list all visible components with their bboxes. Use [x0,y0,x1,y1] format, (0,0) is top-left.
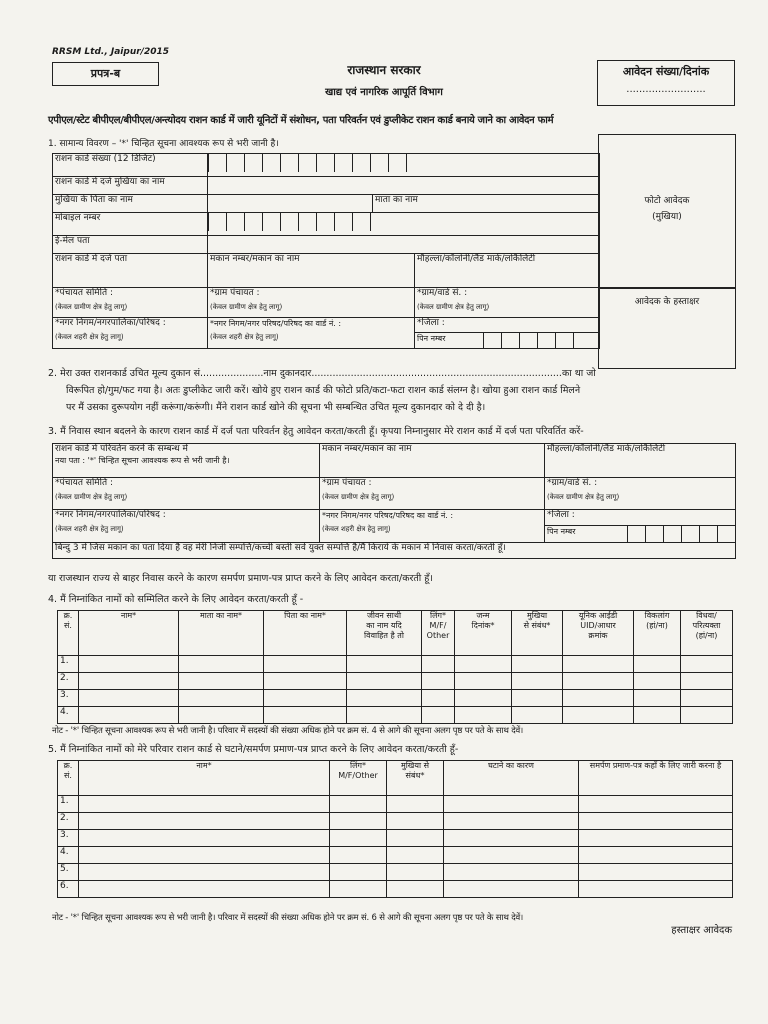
section4-heading: 4. मैं निम्नांकित नामों को सम्मिलित करने के लिए आवेदन करता/करती हूँ - [48,594,304,605]
row-number: 3. [58,690,79,707]
district-pin-field[interactable] [415,318,600,349]
section3-table [52,443,736,559]
s4-col-gender: लिंग* M/F/ Other [422,611,455,656]
label-house: मकान नम्बर/मकान का नाम [210,254,300,264]
s4-col-uid: यूनिक आईडी UID/आधार क्रमांक [563,611,634,656]
form-number-box: प्रपत्र-ब [52,62,159,86]
application-number-label: आवेदन संख्या/दिनांक [622,65,710,78]
s4-col-relation: मुखिया से संबंध* [512,611,563,656]
father-name-field[interactable] [208,195,373,213]
section5-note: नोट - '*' चिन्हित सूचना आवश्यक रूप से भरी जानी है। परिवार में सदस्यों की संख्या अधिक होने पर क्रम सं. 6 से आगे की सूचना अलग पृष्ठ पर पते के साथ देवें। [52,913,524,923]
label-pin: पिन नम्बर [417,334,446,343]
new-district-pin-field[interactable] [545,510,736,543]
photo-sublabel: (मुखिया) [652,212,682,222]
label-new-gram-panchayat: *ग्राम पंचायत : [322,478,372,488]
row-number: 2. [58,673,79,690]
head-name-field[interactable] [208,177,600,195]
row-number: 1. [58,656,79,673]
table-row[interactable] [58,881,733,898]
label-municipal-ward: *नगर निगम/नगर परिषद/परिषद का वार्ड नं. : [210,319,342,328]
new-village-ward-field[interactable] [545,478,736,510]
table-row[interactable] [58,656,733,673]
row-number: 4. [58,847,79,864]
property-status-field[interactable]: बिन्दु 3 में जिस मकान का पता दिया है वह मेरी निजी सम्पत्ति/कच्ची बस्ती सर्वे युक्त सम्पत्ति है/मैं किराये के मकान में निवास करता/करती हूँ। [53,543,736,559]
urban-note: (केवल शहरी क्षेत्र हेतु लागू) [55,525,124,533]
table-row[interactable] [58,707,733,724]
rural-note: (केवल ग्रामीण क्षेत्र हेतु लागू) [322,493,395,501]
photo-box[interactable] [598,134,736,289]
new-municipal-field[interactable] [53,510,320,543]
house-field[interactable] [208,254,415,288]
label-village-ward: *ग्राम/वार्ड सं. : [417,288,468,298]
table-row[interactable] [58,796,733,813]
row-number: 6. [58,881,79,898]
row-number: 3. [58,830,79,847]
label-new-municipal-ward: *नगर निगम/नगर परिषद/परिषद का वार्ड नं. : [322,511,454,520]
s4-col-sno: क्र. सं. [58,611,79,656]
label-new-pin: पिन नम्बर [547,527,576,536]
urban-note: (केवल शहरी क्षेत्र हेतु लागू) [322,525,391,533]
rural-note: (केवल ग्रामीण क्षेत्र हेतु लागू) [547,493,620,501]
gram-panchayat-field[interactable] [208,288,415,318]
label-gram-panchayat: *ग्राम पंचायत : [210,288,260,298]
s4-col-dob: जन्म दिनांक* [455,611,512,656]
label-new-municipal: *नगर निगम/नगरपालिका/परिषद : [55,510,166,520]
dept-title: खाद्य एवं नागरिक आपूर्ति विभाग [325,87,443,98]
label-mobile: मोबाइल नम्बर [53,213,208,236]
label-father-name: मुखिया के पिता का नाम [53,195,208,213]
card-number-digits[interactable] [208,154,600,177]
label-new-address-2: नया पता : '*' चिन्हित सूचना आवश्यक रूप से भरी जानी है। [55,456,230,465]
new-address-label-cell [53,444,320,478]
label-locality: मौहल्ला/कॉलोनी/लैंड मार्क/लोकैलिटी [417,254,536,264]
new-locality-field[interactable] [545,444,736,478]
table-row[interactable] [58,830,733,847]
label-panchayat-samiti: *पंचायत समिति : [55,288,114,298]
table-row[interactable] [58,847,733,864]
section2-line1: 2. मेरा उक्त राशनकार्ड उचित मूल्य दुकान सं.....................नाम दुकानदार...................................................................................का था जो [48,368,596,379]
section2-line3: पर मैं उसका दुरूपयोग नहीं करूंगा/करूंगी। मैंने राशन कार्ड खोने की सूचना भी सम्बन्धित उचित मूल्य दुकानदार को दे दी है। [66,402,486,413]
s5-col-certificate: समर्पण प्रमाण-पत्र कहाँ के लिए जारी करना है [579,761,733,796]
s5-col-relation: मुखिया से संबंध* [387,761,444,796]
table-row[interactable] [58,690,733,707]
label-new-district: *जिला : [545,510,735,526]
application-number-dots: ......................... [626,84,706,95]
s4-col-widow: विधवा/ परित्यक्ता (हां/ना) [681,611,733,656]
section4-note: नोट - '*' चिन्हित सूचना आवश्यक रूप से भरी जानी है। परिवार में सदस्यों की संख्या अधिक होने पर क्रम सं. 4 से आगे की सूचना अलग पृष्ठ पर पते के साथ देवें। [52,726,524,736]
municipal-ward-field[interactable] [208,318,415,349]
municipal-field[interactable] [53,318,208,349]
label-municipal: *नगर निगम/नगरपालिका/परिषद : [55,318,166,328]
s4-col-name: नाम* [79,611,179,656]
s4-col-spouse: जीवन साथी का नाम यदि विवाहित है तो [347,611,422,656]
email-field[interactable] [208,236,600,254]
label-new-locality: मौहल्ला/कॉलोनी/लैंड मार्क/लोकैलिटी [547,444,666,454]
rural-note: (केवल ग्रामीण क्षेत्र हेतु लागू) [55,493,128,501]
label-new-house: मकान नम्बर/मकान का नाम [322,444,412,454]
applicant-signature-label: आवेदक के हस्ताक्षर [634,297,700,307]
s5-col-name: नाम* [79,761,330,796]
row-number: 2. [58,813,79,830]
s5-col-sno: क्र. सं. [58,761,79,796]
label-mother-name[interactable]: माता का नाम [373,195,600,213]
label-card-number: राशन कार्ड संख्या (12 डिजिट) [53,154,208,177]
applicant-signature-box[interactable] [598,287,736,369]
footer-signature-label: हस्ताक्षर आवेदक [671,925,732,936]
label-head-name: राशन कार्ड में दर्ज मुखिया का नाम [53,177,208,195]
table-row[interactable] [58,673,733,690]
s4-col-disabled: विकलांग (हां/ना) [634,611,681,656]
label-new-village-ward: *ग्राम/वार्ड सं. : [547,478,598,488]
org-label: RRSM Ltd., Jaipur/2015 [52,47,170,57]
locality-field[interactable] [415,254,600,288]
s5-col-reason: घटाने का कारण [444,761,579,796]
section5-heading: 5. मैं निम्नांकित नामों को मेरे परिवार राशन कार्ड से घटाने/समर्पण प्रमाण-पत्र प्राप्त करने के लिए आवेदन करता/करती हूँ- [48,744,459,755]
table-row[interactable] [58,813,733,830]
govt-title: राजस्थान सरकार [347,63,421,77]
label-new-address-1: राशन कार्ड में परिवर्तन करने के सम्बन्ध में [55,444,188,454]
rural-note: (केवल ग्रामीण क्षेत्र हेतु लागू) [210,303,283,311]
label-email: ई-मेल पता [53,236,208,254]
new-gram-panchayat-field[interactable] [320,478,545,510]
row-number: 5. [58,864,79,881]
label-new-panchayat-samiti: *पंचायत समिति : [55,478,114,488]
section4-table [57,610,733,724]
label-address: राशन कार्ड में दर्ज पता [53,254,208,288]
section1-table [52,153,600,349]
rural-note: (केवल ग्रामीण क्षेत्र हेतु लागू) [55,303,128,311]
section2-line2: विरूपित हो/गुम/फट गया है। अतः डुप्लीकेट जारी करें। खोये हुए राशन कार्ड की फोटो प्रति/कटा-फटा राशन कार्ड संलग्न है। खोया हुआ राशन कार्ड मिलने [66,385,581,396]
new-house-field[interactable] [320,444,545,478]
row-number: 4. [58,707,79,724]
s4-col-mother: माता का नाम* [179,611,264,656]
section1-heading: 1. सामान्य विवरण – '*' चिन्हित सूचना आवश्यक रूप से भरी जानी है। [48,139,279,149]
section5-table [57,760,733,898]
label-district: *जिला : [415,318,599,333]
rural-note: (केवल ग्रामीण क्षेत्र हेतु लागू) [417,303,490,311]
photo-label: फोटो आवेदक [644,196,690,206]
urban-note: (केवल शहरी क्षेत्र हेतु लागू) [55,333,124,341]
mobile-digits[interactable] [208,213,600,236]
urban-note: (केवल शहरी क्षेत्र हेतु लागू) [210,333,279,341]
form-title: एपीएल/स्टेट बीपीएल/बीपीएल/अन्त्योदय राशन कार्ड में जारी यूनिटों में संशोधन, पता परिवर्तन एवं डुप्लीकेट राशन कार्ड बनाये जाने का आवेदन फार्म [48,115,554,126]
application-number-box[interactable] [597,60,735,106]
s5-col-gender: लिंग* M/F/Other [330,761,387,796]
new-municipal-ward-field[interactable] [320,510,545,543]
new-panchayat-samiti-field[interactable] [53,478,320,510]
surrender-line: या राजस्थान राज्य से बाहर निवास करने के कारण समर्पण प्रमाण-पत्र प्राप्त करने के लिए आवेदन करता/करती हूँ। [48,573,433,584]
panchayat-samiti-field[interactable] [53,288,208,318]
s4-col-father: पिता का नाम* [264,611,347,656]
section3-heading: 3. मैं निवास स्थान बदलने के कारण राशन कार्ड में दर्ज पता परिवर्तन हेतु आवेदन करता/करती हूँ। कृपया निम्नानुसार मेरे राशन कार्ड में दर्ज पता परिवर्तित करें- [48,426,584,437]
row-number: 1. [58,796,79,813]
village-ward-field[interactable] [415,288,600,318]
table-row[interactable] [58,864,733,881]
